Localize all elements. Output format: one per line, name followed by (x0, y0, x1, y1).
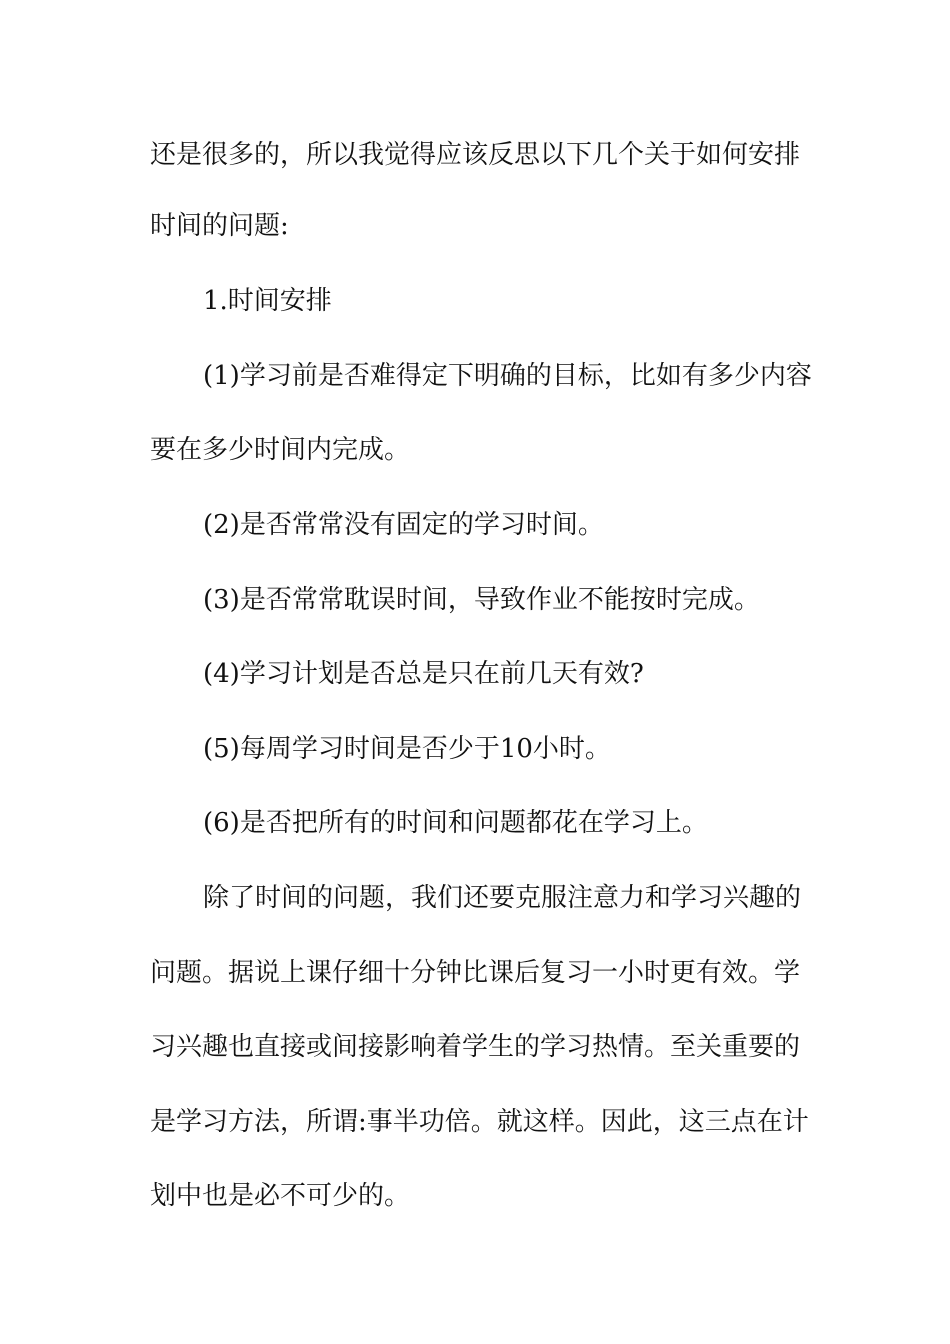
list-item: (6)是否把所有的时间和问题都花在学习上。 (203, 808, 708, 838)
text-line: 还是很多的，所以我觉得应该反思以下几个关于如何安排 (150, 140, 801, 170)
list-item: (3)是否常常耽误时间，导致作业不能按时完成。 (203, 585, 760, 615)
text-line: 时间的问题: (150, 211, 289, 241)
paragraph-start: 除了时间的问题，我们还要克服注意力和学习兴趣的 (203, 883, 802, 913)
text-line: 要在多少时间内完成。 (150, 435, 411, 465)
list-item: (4)学习计划是否总是只在前几天有效? (203, 659, 644, 689)
text-line: 习兴趣也直接或间接影响着学生的学习热情。至关重要的 (150, 1032, 801, 1062)
list-item: (1)学习前是否难得定下明确的目标，比如有多少内容 (203, 361, 812, 391)
text-line: 问题。据说上课仔细十分钟比课后复习一小时更有效。学 (150, 958, 801, 988)
list-item: (5)每周学习时间是否少于10小时。 (203, 734, 611, 764)
section-heading: 1.时间安排 (203, 286, 332, 316)
list-item: (2)是否常常没有固定的学习时间。 (203, 510, 604, 540)
text-line: 划中也是必不可少的。 (150, 1181, 411, 1211)
text-line: 是学习方法，所谓:事半功倍。就这样。因此，这三点在计 (150, 1107, 809, 1137)
